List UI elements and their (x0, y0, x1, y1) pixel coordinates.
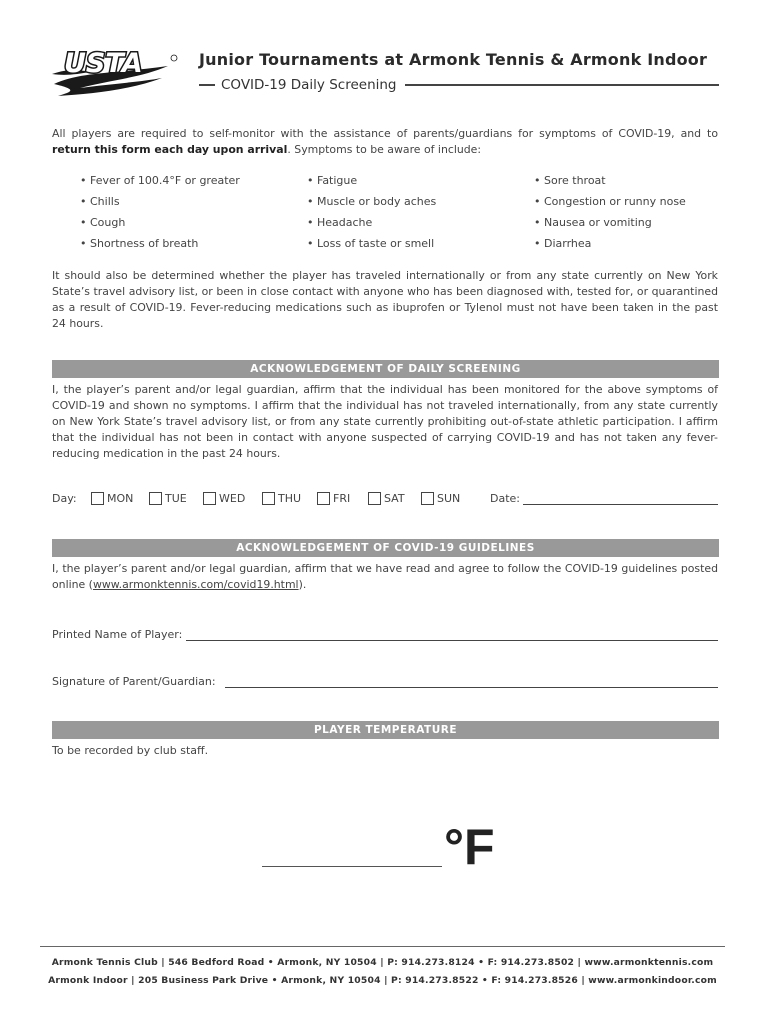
logo-text: USTA (64, 48, 143, 79)
day-label-sat: SAT (384, 492, 405, 505)
guidelines-text: I, the player’s parent and/or legal guardian, affirm that we have read and agree to follow the COVID-19 guidelines posted online (www.armonktennis.com/covid19.html). (52, 562, 718, 591)
subtitle-rule (405, 84, 719, 86)
daily-screening-text: I, the player’s parent and/or legal guardian, affirm that the individual has been monitored for the above symptoms of COVID-19 and shown no symptoms. I affirm that the individual has not traveled internationally, from any state currently on New York State’s travel advisory list, or from any state currently prohibiting out-of-state athletic participation. I affirm that the individual has not been in contact with anyone suspected of carrying COVID-19 and has not taken any fever-reducing medication in the past 24 hours. (52, 383, 718, 460)
signature-field[interactable] (225, 687, 718, 688)
symptom-item: • Congestion or runny nose (534, 195, 686, 208)
symptom-item: • Headache (307, 216, 372, 229)
day-label-wed: WED (219, 492, 246, 505)
day-checkbox-wed[interactable] (203, 492, 216, 505)
page-title: Junior Tournaments at Armonk Tennis & Armonk Indoor (199, 50, 708, 69)
subtitle-row (199, 76, 719, 94)
day-checkbox-thu[interactable] (262, 492, 275, 505)
symptom-item: • Diarrhea (534, 237, 591, 250)
day-checkbox-mon[interactable] (91, 492, 104, 505)
footer-rule (40, 946, 725, 947)
date-field[interactable] (523, 504, 718, 505)
day-label-mon: MON (107, 492, 134, 505)
symptom-item: • Loss of taste or smell (307, 237, 434, 250)
symptom-item: • Fatigue (307, 174, 357, 187)
temperature-heading: PLAYER TEMPERATURE (52, 721, 719, 739)
symptom-item: • Fever of 100.4°F or greater (80, 174, 240, 187)
day-selector-row (52, 492, 719, 508)
symptom-item: • Shortness of breath (80, 237, 198, 250)
temperature-field[interactable] (262, 866, 442, 867)
symptom-item: • Muscle or body aches (307, 195, 436, 208)
temperature-note: To be recorded by club staff. (52, 744, 209, 757)
symptom-item: • Sore throat (534, 174, 606, 187)
temperature-unit: °F (444, 819, 495, 875)
day-label-sun: SUN (437, 492, 461, 505)
day-checkbox-tue[interactable] (149, 492, 162, 505)
day-label-fri: FRI (333, 492, 351, 505)
date-label: Date: (490, 492, 520, 505)
page-subtitle: COVID-19 Daily Screening (221, 77, 397, 93)
usta-logo (50, 44, 180, 100)
intro-paragraph: All players are required to self-monitor with the assistance of parents/guardians for symptoms of COVID-19, and to return this form each day upon arrival. Symptoms to be aware of include: (52, 127, 718, 156)
day-checkbox-fri[interactable] (317, 492, 330, 505)
footer-line-armonk-tennis: Armonk Tennis Club | 546 Bedford Road • Armonk, NY 10504 | P: 914.273.8124 • F: 914.273.8502 | www.armonktennis.com (51, 957, 714, 968)
printed-name-label: Printed Name of Player: (52, 628, 183, 641)
symptom-item: • Chills (80, 195, 120, 208)
day-checkbox-sun[interactable] (421, 492, 434, 505)
day-label: Day: (52, 492, 77, 505)
symptom-item: • Nausea or vomiting (534, 216, 652, 229)
day-label-tue: TUE (165, 492, 187, 505)
signature-label: Signature of Parent/Guardian: (52, 675, 216, 688)
guidelines-link[interactable]: www.armonktennis.com/covid19.html (92, 578, 299, 591)
intro-bold: return this form each day upon arrival (52, 143, 288, 156)
daily-screening-heading: ACKNOWLEDGEMENT OF DAILY SCREENING (52, 360, 719, 378)
travel-paragraph: It should also be determined whether the player has traveled internationally or from any state currently on New York State’s travel advisory list, or been in close contact with anyone who has been diagnosed with, tested for, or quarantined as a result of COVID-19. Fever-reducing medications such as ibuprofen or Tylenol must not have been taken in the past 24 hours. (52, 269, 718, 330)
day-label-thu: THU (278, 492, 302, 505)
symptom-item: • Cough (80, 216, 125, 229)
guidelines-heading: ACKNOWLEDGEMENT OF COVID-19 GUIDELINES (52, 539, 719, 557)
footer-line-armonk-indoor: Armonk Indoor | 205 Business Park Drive • Armonk, NY 10504 | P: 914.273.8522 • F: 914.273.8526 | www.armonkindoor.com (48, 975, 717, 986)
subtitle-dash (199, 84, 215, 86)
printed-name-field[interactable] (186, 640, 718, 641)
day-checkbox-sat[interactable] (368, 492, 381, 505)
